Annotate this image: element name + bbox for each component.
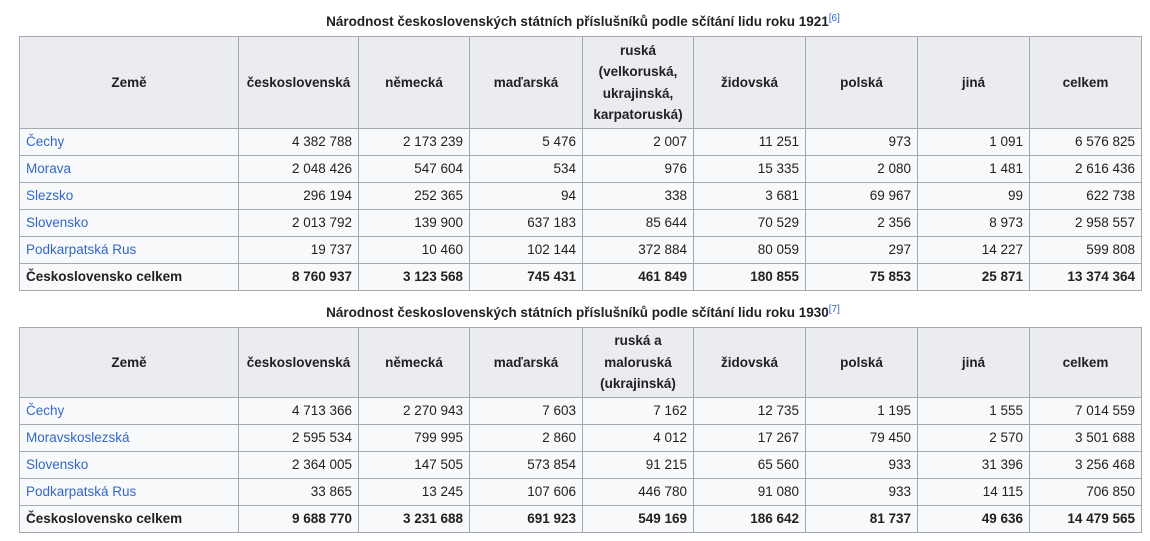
value-cell: 94 [470,183,583,210]
total-label: Československo celkem [20,264,239,291]
table-row [20,129,1142,156]
value-cell: 976 [583,156,694,183]
value-cell: 3 256 468 [1030,452,1142,479]
column-header-hungarian[interactable]: maďarská [470,37,583,129]
value-cell: 1 481 [918,156,1030,183]
value-cell: 3 681 [694,183,806,210]
value-cell: 2 958 557 [1030,210,1142,237]
value-cell: 3 501 688 [1030,425,1142,452]
value-cell: 973 [806,129,918,156]
value-cell: 2 570 [918,425,1030,452]
total-value-cell: 180 855 [694,264,806,291]
value-cell: 10 460 [359,237,470,264]
column-header-german[interactable]: německá [359,328,470,398]
value-cell: 2 007 [583,129,694,156]
column-header-czechoslovak[interactable]: československá [239,37,359,129]
value-cell: 799 995 [359,425,470,452]
row-name-cell [20,210,239,237]
value-cell: 147 505 [359,452,470,479]
table-row [20,452,1142,479]
value-cell: 11 251 [694,129,806,156]
row-name-cell [20,156,239,183]
region-link[interactable]: Morava [26,161,72,176]
table-1921-caption [0,14,1150,29]
value-cell: 637 183 [470,210,583,237]
reference-link[interactable]: [7] [828,304,840,315]
total-value-cell: 8 760 937 [239,264,359,291]
column-header-jewish[interactable]: židovská [694,328,806,398]
value-cell: 7 014 559 [1030,398,1142,425]
value-cell: 2 595 534 [239,425,359,452]
table-1930-caption [0,305,1150,320]
region-link[interactable]: Čechy [26,403,65,418]
value-cell: 2 616 436 [1030,156,1142,183]
table-row [20,398,1142,425]
value-cell: 6 576 825 [1030,129,1142,156]
table-row [20,237,1142,264]
value-cell: 338 [583,183,694,210]
column-header-country[interactable]: Země [20,37,239,129]
row-name-cell [20,183,239,210]
table-row [20,183,1142,210]
region-link[interactable]: Slovensko [26,457,89,472]
caption-text: Národnost československých státních příslušníků podle sčítání lidu roku 1930 [326,305,829,320]
total-value-cell: 3 123 568 [359,264,470,291]
value-cell: 80 059 [694,237,806,264]
total-value-cell: 75 853 [806,264,918,291]
value-cell: 7 603 [470,398,583,425]
total-value-cell: 49 636 [918,506,1030,533]
column-header-hungarian[interactable]: maďarská [470,328,583,398]
value-cell: 706 850 [1030,479,1142,506]
row-name-cell [20,129,239,156]
region-link[interactable]: Podkarpatská Rus [26,242,137,257]
total-value-cell: 3 231 688 [359,506,470,533]
value-cell: 2 048 426 [239,156,359,183]
column-header-russian[interactable]: ruská (velkoruská, ukrajinská, karpatoruská) [583,37,694,129]
value-cell: 599 808 [1030,237,1142,264]
value-cell: 446 780 [583,479,694,506]
value-cell: 2 364 005 [239,452,359,479]
value-cell: 2 356 [806,210,918,237]
region-link[interactable]: Slezsko [26,188,74,203]
value-cell: 2 173 239 [359,129,470,156]
total-value-cell: 81 737 [806,506,918,533]
caption-text: Národnost československých státních příslušníků podle sčítání lidu roku 1921 [326,14,829,29]
value-cell: 69 967 [806,183,918,210]
value-cell: 2 270 943 [359,398,470,425]
value-cell: 622 738 [1030,183,1142,210]
value-cell: 91 080 [694,479,806,506]
header-row [20,37,1142,129]
total-value-cell: 186 642 [694,506,806,533]
census-1930-table [19,327,1142,533]
value-cell: 1 195 [806,398,918,425]
value-cell: 573 854 [470,452,583,479]
value-cell: 13 245 [359,479,470,506]
value-cell: 252 365 [359,183,470,210]
total-value-cell: 745 431 [470,264,583,291]
value-cell: 534 [470,156,583,183]
table-row [20,425,1142,452]
row-name-cell [20,398,239,425]
column-header-other[interactable]: jiná [918,328,1030,398]
row-name-cell [20,237,239,264]
region-link[interactable]: Podkarpatská Rus [26,484,137,499]
census-1921-table [19,36,1142,291]
value-cell: 19 737 [239,237,359,264]
value-cell: 17 267 [694,425,806,452]
value-cell: 4 713 366 [239,398,359,425]
value-cell: 297 [806,237,918,264]
value-cell: 12 735 [694,398,806,425]
row-name-cell [20,452,239,479]
total-value-cell: 461 849 [583,264,694,291]
value-cell: 70 529 [694,210,806,237]
value-cell: 547 604 [359,156,470,183]
column-header-czechoslovak[interactable]: československá [239,328,359,398]
total-row [20,506,1142,533]
column-header-total[interactable]: celkem [1030,37,1142,129]
value-cell: 7 162 [583,398,694,425]
region-link[interactable]: Moravskoslezská [26,430,130,445]
region-link[interactable]: Čechy [26,134,65,149]
value-cell: 2 013 792 [239,210,359,237]
column-header-total[interactable]: celkem [1030,328,1142,398]
column-header-polish[interactable]: polská [806,37,918,129]
value-cell: 102 144 [470,237,583,264]
total-value-cell: 14 479 565 [1030,506,1142,533]
column-header-jewish[interactable]: židovská [694,37,806,129]
value-cell: 1 555 [918,398,1030,425]
value-cell: 31 396 [918,452,1030,479]
row-name-cell [20,425,239,452]
total-value-cell: 691 923 [470,506,583,533]
value-cell: 933 [806,479,918,506]
value-cell: 8 973 [918,210,1030,237]
region-link[interactable]: Slovensko [26,215,89,230]
value-cell: 2 860 [470,425,583,452]
value-cell: 107 606 [470,479,583,506]
value-cell: 933 [806,452,918,479]
value-cell: 2 080 [806,156,918,183]
value-cell: 4 012 [583,425,694,452]
value-cell: 296 194 [239,183,359,210]
total-row [20,264,1142,291]
value-cell: 1 091 [918,129,1030,156]
column-header-polish[interactable]: polská [806,328,918,398]
total-value-cell: 549 169 [583,506,694,533]
table-row [20,210,1142,237]
value-cell: 14 115 [918,479,1030,506]
column-header-russian[interactable]: ruská a maloruská (ukrajinská) [583,328,694,398]
column-header-german[interactable]: německá [359,37,470,129]
total-value-cell: 9 688 770 [239,506,359,533]
total-label: Československo celkem [20,506,239,533]
table-row [20,156,1142,183]
table-row [20,479,1142,506]
row-name-cell [20,479,239,506]
value-cell: 91 215 [583,452,694,479]
value-cell: 33 865 [239,479,359,506]
value-cell: 15 335 [694,156,806,183]
value-cell: 5 476 [470,129,583,156]
value-cell: 372 884 [583,237,694,264]
value-cell: 65 560 [694,452,806,479]
total-value-cell: 13 374 364 [1030,264,1142,291]
column-header-other[interactable]: jiná [918,37,1030,129]
value-cell: 99 [918,183,1030,210]
value-cell: 14 227 [918,237,1030,264]
value-cell: 79 450 [806,425,918,452]
reference-link[interactable]: [6] [828,13,840,24]
column-header-country[interactable]: Země [20,328,239,398]
value-cell: 139 900 [359,210,470,237]
value-cell: 85 644 [583,210,694,237]
header-row [20,328,1142,398]
total-value-cell: 25 871 [918,264,1030,291]
value-cell: 4 382 788 [239,129,359,156]
